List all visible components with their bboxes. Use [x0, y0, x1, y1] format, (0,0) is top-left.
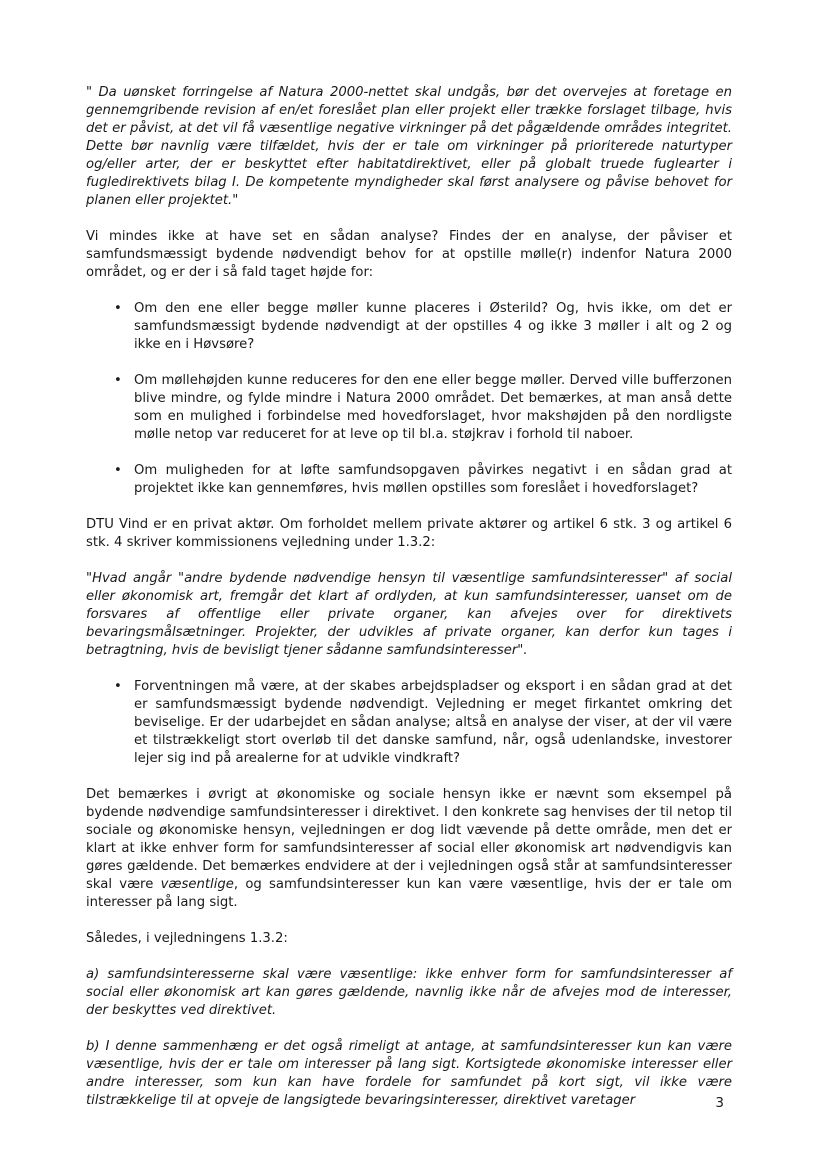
list-item: • Om muligheden for at løfte samfundsopgaven påvirkes negativt i en sådan grad at projektet ikke kan gennemføres, hvis møllen opstilles som foreslået i hovedforslaget? [134, 462, 732, 498]
document-page [86, 84, 732, 1128]
bullet-list-expectation [86, 678, 732, 768]
list-item: • Om den ene eller begge møller kunne placeres i Østerild? Og, hvis ikke, om det er samfundsmæssigt bydende nødvendigt at der opstilles 4 og ikke 3 møller i alt og 2 og ikke en i Høvsøre? [134, 300, 732, 354]
quote-habitat-guidance: " Da uønsket forringelse af Natura 2000-nettet skal undgås, bør det overvejes at foretage en gennemgribende revision af en/et foreslået plan eller projekt eller trække forslaget tilbage, hvis det er påvist, at det vil få væsentlige negative virkninger på det pågældende områdes integritet. Dette bør navnlig være tilfældet, hvis der er tale om virkninger på prioriterede naturtyper og/eller arter, der er beskyttet efter habitatdirektivet, eller på globalt truede fuglearter i fugledirektivets bilag I. De kompetente myndigheder skal først analysere og påvise behovet for planen eller projektet." [86, 85, 732, 208]
paragraph-dtu-vind: DTU Vind er en privat aktør. Om forholdet mellem private aktører og artikel 6 stk. 3 og artikel 6 stk. 4 skriver kommissionens vejledning under 1.3.2: [86, 517, 732, 550]
page-number: 3 [715, 1095, 724, 1111]
emphasis-text: væsentlige [160, 877, 234, 892]
paragraph-text: Det bemærkes i øvrigt at økonomiske og sociale hensyn ikke er nævnt som eksempel på bydende nødvendige samfundsinteresser i direktivet. I den konkrete sag henvises der til netop til sociale og økonomiske hensyn, vejledningen er dog lidt vævende på dette område, men det er klart at ikke enhver form for samfundsinteresser af social eller økonomisk art nødvendigvis kan gøres gældende. Det bemærkes endvidere at der i vejledningen også står at samfundsinteresser skal være [86, 787, 732, 892]
quote-commission-guidance: "Hvad angår "andre bydende nødvendige hensyn til væsentlige samfundsinteresser" af social eller økonomisk art, fremgår det klart af ordlyden, at kun samfundsinteresser, uanset om de forsvares af offentlige eller private organer, kan afvejes over for direktivets bevaringsmålsætninger. Projekter, der udvikles af private organer, kan derfor kun tages i betragtning, hvis de bevisligt tjener sådanne samfundsinteresser". [86, 571, 732, 658]
quote-point-a: a) samfundsinteresserne skal være væsentlige: ikke enhver form for samfundsinteresser af social eller økonomisk art kan gøres gældende, navnlig ikke når de afvejes mod de interesser, der beskyttes ved direktivet. [86, 967, 732, 1018]
paragraph-economic-social [86, 786, 732, 912]
paragraph-guidance-ref: Således, i vejledningens 1.3.2: [86, 931, 288, 946]
bullet-list-considerations [86, 300, 732, 498]
quote-point-b: b) I denne sammenhæng er det også rimeligt at antage, at samfundsinteresser kun kan være væsentlige, hvis der er tale om interesser på lang sigt. Kortsigtede økonomiske interesser eller andre interesser, som kun kan have fordele for samfundet på kort sigt, vil ikke være tilstrækkelige til at opveje de langsigtede bevaringsinteresser, direktivet varetager [86, 1039, 732, 1108]
paragraph-analysis-question: Vi mindes ikke at have set en sådan analyse? Findes der en analyse, der påviser et samfundsmæssigt bydende nødvendigt behov for at opstille mølle(r) indenfor Natura 2000 området, og er der i så fald taget højde for: [86, 229, 732, 280]
list-item: • Om møllehøjden kunne reduceres for den ene eller begge møller. Derved ville bufferzonen blive mindre, og fylde mindre i Natura 2000 området. Det bemærkes, at man anså dette som en mulighed i forbindelse med hovedforslaget, hvor makshøjden på den nordligste mølle netop var reduceret for at leve op til bl.a. støjkrav i forhold til naboer. [134, 372, 732, 444]
list-item: • Forventningen må være, at der skabes arbejdspladser og eksport i en sådan grad at det er samfundsmæssigt bydende nødvendigt. Vejledning er meget firkantet omkring det beviselige. Er der udarbejdet en sådan analyse; altså en analyse der viser, at der vil være et tilstrækkeligt stort overløb til det danske samfund, når, også udenlandske, investorer lejer sig ind på arealerne for at udvikle vindkraft? [134, 678, 732, 768]
paragraph-text: , og samfundsinteresser kun kan være væsentlige, hvis der er tale om interesser på lang sigt. [86, 877, 732, 910]
